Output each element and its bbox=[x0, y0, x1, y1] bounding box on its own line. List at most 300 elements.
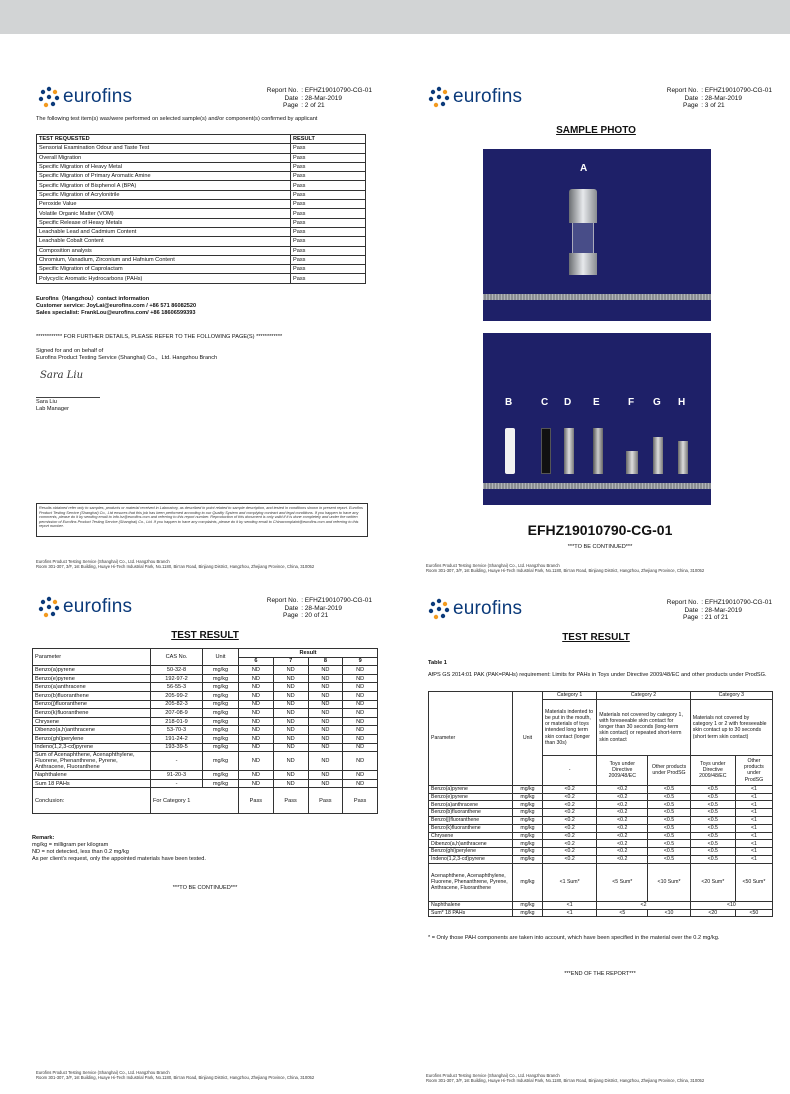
table-cell: <0.2 bbox=[543, 832, 597, 840]
table-cell: 207-08-9 bbox=[151, 709, 203, 718]
table-cell: <0.5 bbox=[648, 824, 690, 832]
table-cell: ND bbox=[239, 674, 274, 683]
table-cell: <1 bbox=[735, 793, 772, 801]
to-be-continued: ***TO BE CONTINUED*** bbox=[172, 885, 238, 891]
table-row bbox=[37, 265, 366, 274]
intro-text: The following test item(s) was/were performed on selected sample(s) and/or component(s) confirmed by applicant bbox=[36, 116, 318, 122]
table-cell: <2 bbox=[597, 901, 690, 909]
table-row bbox=[429, 848, 773, 856]
table-cell: Pass bbox=[291, 172, 366, 181]
table-row bbox=[429, 785, 773, 793]
table-cell: <0.2 bbox=[597, 816, 648, 824]
brand-name: eurofins bbox=[63, 596, 133, 617]
table-cell: <0.5 bbox=[648, 793, 690, 801]
table-cell: <0.5 bbox=[648, 832, 690, 840]
table-cell: ND bbox=[239, 666, 274, 675]
table-cell: <1 bbox=[543, 901, 597, 909]
table-row bbox=[37, 190, 366, 199]
eurofins-logo bbox=[38, 596, 132, 618]
sample-photo-title: SAMPLE PHOTO bbox=[556, 125, 636, 136]
table-cell: ND bbox=[308, 771, 343, 780]
table-cell: mg/kg bbox=[203, 683, 239, 692]
table-cell: ND bbox=[343, 666, 378, 675]
grinder-glass bbox=[572, 223, 594, 253]
table-cell: ND bbox=[308, 674, 343, 683]
grinder-g bbox=[653, 437, 663, 474]
table-cell: <0.2 bbox=[597, 832, 648, 840]
table-cell: <0.5 bbox=[690, 793, 735, 801]
table-cell: <10 bbox=[690, 901, 772, 909]
table-cell: Benzo(ghi)perylene bbox=[33, 734, 151, 743]
table-cell: <1 bbox=[543, 909, 597, 917]
table-cell: Benzo(ghi)perylene bbox=[429, 848, 513, 856]
table-cell: For Category 1 bbox=[151, 788, 239, 814]
table-cell: <0.5 bbox=[690, 801, 735, 809]
table-row bbox=[33, 726, 378, 735]
table-cell: Benzo(a)pyrene bbox=[429, 785, 513, 793]
table-row bbox=[37, 237, 366, 246]
table-row bbox=[429, 809, 773, 817]
table-cell: Sum of Acenaphthene, Acenaphthylene, Fluorene, Phenanthrene, Pyrene, Anthracene, Fluoranthene bbox=[33, 752, 151, 771]
table-cell: Pass bbox=[291, 190, 366, 199]
table-cell: ND bbox=[343, 734, 378, 743]
table-cell: ND bbox=[308, 691, 343, 700]
table-row bbox=[429, 863, 773, 901]
table-cell: Sum 18 PAHs bbox=[33, 779, 151, 788]
table-cell: <0.5 bbox=[690, 840, 735, 848]
sample-label: F bbox=[628, 397, 635, 408]
table-cell: <1 bbox=[735, 840, 772, 848]
report-header: Report No. : EFHZ19010790-CG-01 Date : 28-Mar-2019 Page : 3 of 21 bbox=[666, 87, 772, 110]
disclaimer-box: Results obtained refer only to samples, products or material received in Laboratory, as described in point related to sample description, and tested in conditions shown in present report. Eurofins Product Testing Service (Shanghai) Co., Ltd ensures that this job has been performed according to our Quality System and complying contract and legal conditions. If you happen to have any comments, please do it by sending email to info.hz@eurofins.com and referring to this report number. Reproduction of this document is only valid if it is done completely and under the written permission of Eurofins Product Testing Service (Shanghai) Co., Ltd. If you happen to have any complaints, please do it by sending email to Chinacomplaint@eurofins.com and referring to this report number. bbox=[36, 503, 368, 537]
table-cell: ND bbox=[308, 709, 343, 718]
requirement-text: AfPS GS 2014:01 PAK (PAK=PAHs) requirement: Limits for PAHs in Toys under Directive 2009/48/EC and other products under ProdSG. bbox=[428, 672, 767, 678]
table-cell: <0.5 bbox=[690, 832, 735, 840]
table-cell: ND bbox=[239, 691, 274, 700]
table-cell: ND bbox=[343, 779, 378, 788]
table-cell: Pass bbox=[291, 144, 366, 153]
table-cell: Specific Migration of Bisphenol A (BPA) bbox=[37, 181, 291, 190]
table-cell: ND bbox=[273, 683, 308, 692]
table-cell: - bbox=[151, 779, 203, 788]
eurofins-dots-icon bbox=[428, 86, 450, 108]
result-col-header: 6 bbox=[239, 657, 274, 666]
grinder-e bbox=[593, 428, 603, 474]
table-cell: Peroxide Value bbox=[37, 200, 291, 209]
table-cell: mg/kg bbox=[203, 709, 239, 718]
table-cell: ND bbox=[273, 674, 308, 683]
brand-name: eurofins bbox=[453, 598, 523, 619]
table-cell: mg/kg bbox=[513, 785, 543, 793]
table-cell: <0.5 bbox=[690, 824, 735, 832]
table-cell: Benzo(j)fluoranthene bbox=[429, 816, 513, 824]
grinder-c bbox=[541, 428, 551, 474]
table-cell: <0.5 bbox=[648, 840, 690, 848]
table-cell: mg/kg bbox=[513, 901, 543, 909]
table-row bbox=[33, 674, 378, 683]
table-cell: ND bbox=[273, 771, 308, 780]
table-cell: Indeno(1,2,3-cd)pyrene bbox=[33, 743, 151, 752]
table-cell: mg/kg bbox=[513, 809, 543, 817]
table-cell: Pass bbox=[239, 788, 274, 814]
table-cell: mg/kg bbox=[203, 743, 239, 752]
table-cell: ND bbox=[239, 752, 274, 771]
table-cell: <10 bbox=[648, 909, 690, 917]
table-cell: 56-55-3 bbox=[151, 683, 203, 692]
table-cell: mg/kg bbox=[203, 700, 239, 709]
table-cell: Pass bbox=[291, 153, 366, 162]
table-row bbox=[33, 743, 378, 752]
table-cell: mg/kg bbox=[513, 863, 543, 901]
table-cell: ND bbox=[343, 743, 378, 752]
report-page-3 bbox=[420, 78, 780, 575]
table-cell: <50 bbox=[735, 909, 772, 917]
table-cell: Polycyclic Aromatic Hydrocarbons (PAHs) bbox=[37, 274, 291, 283]
table-cell: <1 bbox=[735, 816, 772, 824]
table-cell: <0.2 bbox=[597, 855, 648, 863]
table-row bbox=[429, 855, 773, 863]
table-cell: <0.2 bbox=[543, 809, 597, 817]
table-cell: Specific Migration of Heavy Metal bbox=[37, 162, 291, 171]
table-cell: mg/kg bbox=[203, 771, 239, 780]
table-cell: Benzo(j)fluoranthene bbox=[33, 700, 151, 709]
table-cell: <0.2 bbox=[597, 840, 648, 848]
sample-photo-a bbox=[483, 149, 711, 321]
table-cell: ND bbox=[239, 726, 274, 735]
table-cell: mg/kg bbox=[513, 840, 543, 848]
table-cell: Pass bbox=[291, 218, 366, 227]
table-cell: <1 bbox=[735, 832, 772, 840]
page-footer: Eurofins Product Testing Service (Shanghai) Co., Ltd. Hangzhou Branch Room 301-307, 3/F, 1st Building, Huaye Hi-Tech Industrial Park, No.1180, Bin'an Road, Binjiang District, Hangzhou, Zhejiang Province, China, 310052 bbox=[36, 1070, 315, 1080]
table-cell: mg/kg bbox=[203, 674, 239, 683]
table-cell: ND bbox=[343, 717, 378, 726]
grinder-b bbox=[505, 428, 515, 474]
report-header: Report No. : EFHZ19010790-CG-01 Date : 28-Mar-2019 Page : 20 of 21 bbox=[266, 597, 372, 620]
table-cell: Pass bbox=[291, 274, 366, 283]
table-row bbox=[33, 709, 378, 718]
pah-result-table: Parameter CAS No. Unit Result 6 7 8 9 Benzo(a)pyrene 50-32-8 mg/kg ND ND ND ND Benzo(e)pyrene 192-97-2 mg/kg ND ND ND ND Benzo(a)anthracene 56-55-3 mg/kg ND ND ND ND Benzo(b)fluoranthene 205-99-2 mg/kg ND ND ND ND Benzo(j)fluoranthene 205-82-3 mg/kg ND ND ND ND Benzo(k)fluoranthene 207-08-9 mg/kg ND ND ND ND Chrysene 218-01-9 mg/kg ND ND ND ND Dibenzo(a,h)anthracene 53-70-3 mg/kg ND ND ND ND Benzo(ghi)perylene 191-24-2 mg/kg ND ND ND ND Indeno(1,2,3-cd)pyrene 193-39-5 mg/kg ND ND ND ND Sum of Acenaphthene, Acenaphthylene, Fluorene, Phenanthrene, Pyrene, Anthracene, Fluoranthene - mg/kg ND ND ND ND Naphthalene 91-20-3 mg/kg ND ND ND ND Sum 18 PAHs - mg/kg ND ND ND ND Conclusion: For Category 1 Pass Pass Pass Pass bbox=[32, 648, 378, 814]
table-row bbox=[37, 153, 366, 162]
signature: Sara Liu bbox=[40, 370, 84, 381]
table-cell: Benzo(k)fluoranthene bbox=[33, 709, 151, 718]
table-row bbox=[37, 246, 366, 255]
table-cell: Indeno(1,2,3-cd)pyrene bbox=[429, 855, 513, 863]
table-cell: ND bbox=[343, 709, 378, 718]
table-cell: ND bbox=[343, 726, 378, 735]
table-cell: ND bbox=[308, 666, 343, 675]
table-row bbox=[429, 793, 773, 801]
table-cell: <0.5 bbox=[648, 848, 690, 856]
eurofins-logo bbox=[38, 86, 132, 108]
table-cell: <1 bbox=[735, 785, 772, 793]
table-cell: <0.5 bbox=[690, 809, 735, 817]
table-cell: <1 bbox=[735, 801, 772, 809]
table-row bbox=[33, 666, 378, 675]
table-cell: Overall Migration bbox=[37, 153, 291, 162]
table-cell: 91-20-3 bbox=[151, 771, 203, 780]
signatory: Sara Liu Lab Manager bbox=[36, 399, 69, 412]
table-cell: <0.2 bbox=[597, 801, 648, 809]
table-cell: ND bbox=[239, 700, 274, 709]
table-cell: Benzo(a)pyrene bbox=[33, 666, 151, 675]
table-cell: ND bbox=[308, 779, 343, 788]
table-cell: ND bbox=[273, 709, 308, 718]
eurofins-logo bbox=[428, 598, 522, 620]
table-cell: ND bbox=[343, 691, 378, 700]
table-cell: <0.2 bbox=[543, 840, 597, 848]
table-cell: Pass bbox=[291, 255, 366, 264]
remark: Remark: mg/kg = milligram per kilogram ND = not detected, less than 0.2 mg/kg As per client's request, only the appointed materials have been tested. bbox=[32, 835, 206, 862]
table-row bbox=[33, 734, 378, 743]
table-cell: ND bbox=[273, 734, 308, 743]
table-cell: ND bbox=[343, 752, 378, 771]
table-cell: <20 bbox=[690, 909, 735, 917]
contact-info: Eurofins（Hangzhou）contact information Customer service: JoyLai@eurofins.com / +86 571 86082520 Sales specialist: FrankLou@eurofins.com/ +86 18606599393 bbox=[36, 296, 197, 316]
table-cell: ND bbox=[308, 717, 343, 726]
table-row bbox=[33, 779, 378, 788]
table-cell: mg/kg bbox=[513, 816, 543, 824]
table-cell: Conclusion: bbox=[33, 788, 151, 814]
table-row bbox=[429, 840, 773, 848]
table-cell: mg/kg bbox=[513, 909, 543, 917]
table-cell: Naphthalene bbox=[33, 771, 151, 780]
eurofins-logo bbox=[428, 86, 522, 108]
table-cell: ND bbox=[239, 734, 274, 743]
table-cell: <0.2 bbox=[597, 793, 648, 801]
table-cell: Sum* 18 PAHs bbox=[429, 909, 513, 917]
table-row bbox=[429, 832, 773, 840]
table-cell: <0.2 bbox=[597, 809, 648, 817]
table-cell: Benzo(e)pyrene bbox=[429, 793, 513, 801]
table-cell: Pass bbox=[291, 181, 366, 190]
table-cell: Pass bbox=[273, 788, 308, 814]
table-cell: <0.5 bbox=[690, 848, 735, 856]
table-cell: <1 bbox=[735, 848, 772, 856]
result-col-header: 9 bbox=[343, 657, 378, 666]
table-cell: Pass bbox=[291, 200, 366, 209]
table-cell: ND bbox=[273, 700, 308, 709]
table-cell: <0.5 bbox=[690, 785, 735, 793]
further-details: ************ FOR FURTHER DETAILS, PLEASE REFER TO THE FOLLOWING PAGE(S) ************ bbox=[36, 334, 283, 340]
table-row bbox=[33, 788, 378, 814]
table-cell: Chromium, Vanadium, Zirconium and Hafnium Content bbox=[37, 255, 291, 264]
table-row bbox=[33, 771, 378, 780]
table-label: Table 1 bbox=[428, 660, 447, 666]
result-col-header: 7 bbox=[273, 657, 308, 666]
table-row bbox=[429, 801, 773, 809]
table-cell: <5 Sum* bbox=[597, 863, 648, 901]
table-cell: 218-01-9 bbox=[151, 717, 203, 726]
note: * = Only those PAH components are taken into account, which have been specified in the material over the 0.2 mg/kg. bbox=[428, 935, 720, 941]
table-row bbox=[37, 144, 366, 153]
table-cell: 191-24-2 bbox=[151, 734, 203, 743]
test-result-title: TEST RESULT bbox=[171, 630, 239, 641]
page-footer: Eurofins Product Testing Service (Shanghai) Co., Ltd. Hangzhou Branch Room 301-307, 3/F, 1st Building, Huaye Hi-Tech Industrial Park, No.1180, Bin'an Road, Binjiang District, Hangzhou, Zhejiang Province, China, 310052 bbox=[426, 1073, 705, 1083]
table-cell: <1 Sum* bbox=[543, 863, 597, 901]
table-row bbox=[33, 717, 378, 726]
table-cell: ND bbox=[308, 743, 343, 752]
table-cell: ND bbox=[273, 779, 308, 788]
sample-label: H bbox=[678, 397, 686, 408]
table-cell: mg/kg bbox=[513, 832, 543, 840]
table-cell: 192-97-2 bbox=[151, 674, 203, 683]
sample-label: E bbox=[593, 397, 600, 408]
grinder-top bbox=[569, 189, 597, 223]
table-cell: mg/kg bbox=[203, 734, 239, 743]
table-cell: Specific Migration of Primary Aromatic Amine bbox=[37, 172, 291, 181]
table-cell: ND bbox=[239, 683, 274, 692]
table-cell: Naphthalene bbox=[429, 901, 513, 909]
table-row bbox=[33, 691, 378, 700]
table-cell: <0.2 bbox=[543, 793, 597, 801]
table-cell: - bbox=[151, 752, 203, 771]
table-row bbox=[37, 209, 366, 218]
table-cell: 193-39-5 bbox=[151, 743, 203, 752]
table-cell: Volatile Organic Matter (VOM) bbox=[37, 209, 291, 218]
table-cell: <0.2 bbox=[543, 855, 597, 863]
sample-photo-b-h bbox=[483, 333, 711, 505]
test-result-title: TEST RESULT bbox=[562, 632, 630, 643]
signed-block: Signed for and on behalf of Eurofins Product Testing Service (Shanghai) Co.，Ltd. Hangzhou Branch bbox=[36, 348, 218, 361]
table-cell: <10 Sum* bbox=[648, 863, 690, 901]
table-cell: Benzo(a)anthracene bbox=[429, 801, 513, 809]
table-row bbox=[33, 700, 378, 709]
report-page-2 bbox=[30, 78, 380, 573]
table-row bbox=[429, 909, 773, 917]
table-cell: Specific Migration of Acrylonitrile bbox=[37, 190, 291, 199]
table-cell: Pass bbox=[291, 237, 366, 246]
table-row bbox=[37, 200, 366, 209]
table-cell: Chrysene bbox=[33, 717, 151, 726]
table-cell: 205-82-3 bbox=[151, 700, 203, 709]
table-row bbox=[429, 816, 773, 824]
report-code: EFHZ19010790-CG-01 bbox=[527, 522, 673, 538]
table-cell: Pass bbox=[291, 265, 366, 274]
table-cell: mg/kg bbox=[513, 824, 543, 832]
to-be-continued: ***TO BE CONTINUED*** bbox=[567, 544, 633, 550]
sample-label: G bbox=[653, 397, 661, 408]
table-cell: ND bbox=[273, 666, 308, 675]
table-cell: Benzo(a)anthracene bbox=[33, 683, 151, 692]
table-cell: <0.5 bbox=[648, 855, 690, 863]
table-cell: <0.2 bbox=[543, 848, 597, 856]
signature-line bbox=[36, 397, 100, 398]
table-cell: 53-70-3 bbox=[151, 726, 203, 735]
ruler bbox=[483, 294, 711, 300]
table-cell: ND bbox=[343, 771, 378, 780]
ruler bbox=[483, 483, 711, 489]
table-cell: ND bbox=[239, 771, 274, 780]
table-cell: Specific Release of Heavy Metals bbox=[37, 218, 291, 227]
table-cell: <0.2 bbox=[597, 824, 648, 832]
table-cell: mg/kg bbox=[203, 717, 239, 726]
table-cell: <0.5 bbox=[648, 785, 690, 793]
table-cell: <0.5 bbox=[690, 855, 735, 863]
table-cell: <0.2 bbox=[543, 824, 597, 832]
table-cell: mg/kg bbox=[513, 848, 543, 856]
table-cell: ND bbox=[308, 734, 343, 743]
table-cell: ND bbox=[273, 726, 308, 735]
table-cell: Pass bbox=[308, 788, 343, 814]
table-cell: mg/kg bbox=[203, 752, 239, 771]
table-row bbox=[33, 683, 378, 692]
table-cell: <0.5 bbox=[648, 801, 690, 809]
table-cell: <0.2 bbox=[597, 785, 648, 793]
table-cell: ND bbox=[273, 743, 308, 752]
table-cell: Dibenzo(a,h)anthracene bbox=[33, 726, 151, 735]
table-cell: ND bbox=[308, 726, 343, 735]
table-cell: ND bbox=[239, 709, 274, 718]
table-cell: mg/kg bbox=[513, 793, 543, 801]
table-cell: Dibenzo(a,h)anthracene bbox=[429, 840, 513, 848]
sample-label: B bbox=[505, 397, 513, 408]
top-gray-bar bbox=[0, 0, 790, 34]
eurofins-dots-icon bbox=[428, 598, 450, 620]
table-cell: <1 bbox=[735, 855, 772, 863]
table-cell: mg/kg bbox=[513, 801, 543, 809]
table-cell: mg/kg bbox=[513, 855, 543, 863]
table-cell: ND bbox=[343, 674, 378, 683]
table-cell: ND bbox=[239, 743, 274, 752]
end-of-report: ***END OF THE REPORT*** bbox=[564, 971, 636, 977]
grinder-d bbox=[564, 428, 574, 474]
sample-label: C bbox=[541, 397, 549, 408]
table-row bbox=[37, 255, 366, 264]
page-footer: Eurofins Product Testing Service (Shanghai) Co., Ltd. Hangzhou Branch Room 301-307, 3/F, 1st Building, Huaye Hi-Tech Industrial Park, No.1180, Bin'an Road, Binjiang District, Hangzhou, Zhejiang Province, China, 310052 bbox=[426, 563, 705, 573]
report-page-20 bbox=[30, 588, 380, 1088]
table-cell: <1 bbox=[735, 809, 772, 817]
table-cell: Pass bbox=[291, 246, 366, 255]
eurofins-dots-icon bbox=[38, 86, 60, 108]
table-cell: Sensorial Examination Odour and Taste Test bbox=[37, 144, 291, 153]
table-cell: mg/kg bbox=[203, 779, 239, 788]
table-cell: Chrysene bbox=[429, 832, 513, 840]
table-cell: ND bbox=[308, 752, 343, 771]
report-header: Report No. : EFHZ19010790-CG-01 Date : 28-Mar-2019 Page : 21 of 21 bbox=[666, 599, 772, 622]
table-cell: Benzo(b)fluoranthene bbox=[429, 809, 513, 817]
table-cell: <0.2 bbox=[543, 801, 597, 809]
sample-label: D bbox=[564, 397, 572, 408]
table-row bbox=[37, 227, 366, 236]
table-cell: ND bbox=[343, 683, 378, 692]
table-cell: <20 Sum* bbox=[690, 863, 735, 901]
grinder-h bbox=[678, 441, 688, 474]
table-cell: ND bbox=[308, 683, 343, 692]
table-row bbox=[429, 824, 773, 832]
brand-name: eurofins bbox=[453, 86, 523, 107]
table-cell: Composition analysis bbox=[37, 246, 291, 255]
table-cell: Benzo(b)fluoranthene bbox=[33, 691, 151, 700]
table-cell: <1 bbox=[735, 824, 772, 832]
table-cell: ND bbox=[343, 700, 378, 709]
table-cell: Pass bbox=[291, 209, 366, 218]
table-cell: <0.5 bbox=[648, 816, 690, 824]
table-cell: ND bbox=[273, 752, 308, 771]
pah-limits-table: Parameter Unit Category 1 Category 2 Category 3 Materials indented to be put in the mouth, or materials of toys intended long term skin contact (longer than 30s) Materials not covered by category 1, with foreseeable skin contact for longer than 30 seconds (long-term skin contact) or repeated short-term skin contact Materials not covered by category 1 or 2 with foreseeable skin contact up to 30 seconds (short term skin contact) - Toys under Directive 2009/48/EC Other products under ProdSG Toys under Directive 2009/48/EC Other products under ProdSG Benzo(a)pyrene mg/kg <0.2 <0.2 <0.5 <0.5 <1 Benzo(e)pyrene mg/kg <0.2 <0.2 <0.5 <0.5 <1 Benzo(a)anthracene mg/kg <0.2 <0.2 <0.5 <0.5 <1 Benzo(b)fluoranthene mg/kg <0.2 <0.2 <0.5 <0.5 <1 Benzo(j)fluoranthene mg/kg <0.2 <0.2 <0.5 <0.5 <1 Benzo(k)fluoranthene mg/kg <0.2 <0.2 <0.5 <0.5 <1 Chrysene mg/kg <0.2 <0.2 <0.5 <0.5 <1 Dibenzo(a,h)anthracene mg/kg <0.2 <0.2 <0.5 <0.5 <1 Benzo(ghi)perylene mg/kg <0.2 <0.2 <0.5 <0.5 <1 Indeno(1,2,3-cd)pyrene mg/kg <0.2 <0.2 <0.5 <0.5 <1 Acenaphthene, Acenaphthylene, Fluorene, Phenanthrene, Pyrene, Anthracene, Fluoranthene mg/kg <1 Sum* <5 Sum* <10 Sum* <20 Sum* <50 Sum* Naphthalene mg/kg <1 <2 <10 Sum* 18 PAHs mg/kg <1 <5 <10 <20 <50 bbox=[428, 691, 773, 917]
table-cell: ND bbox=[239, 779, 274, 788]
page-footer: Eurofins Product Testing Service (Shanghai) Co., Ltd. Hangzhou Branch Room 301-307, 3/F, 1st Building, Huaye Hi-Tech Industrial Park, No.1180, Bin'an Road, Binjiang District, Hangzhou, Zhejiang Province, China, 310052 bbox=[36, 559, 315, 569]
report-header: Report No. : EFHZ19010790-CG-01 Date : 28-Mar-2019 Page : 2 of 21 bbox=[266, 87, 372, 110]
table-cell: mg/kg bbox=[203, 691, 239, 700]
table-cell: ND bbox=[239, 717, 274, 726]
table-cell: ND bbox=[273, 717, 308, 726]
table-cell: mg/kg bbox=[203, 726, 239, 735]
table-cell: <0.2 bbox=[543, 785, 597, 793]
table-cell: <5 bbox=[597, 909, 648, 917]
table-cell: <0.2 bbox=[597, 848, 648, 856]
table-cell: Specific Migration of Caprolactam bbox=[37, 265, 291, 274]
eurofins-dots-icon bbox=[38, 596, 60, 618]
